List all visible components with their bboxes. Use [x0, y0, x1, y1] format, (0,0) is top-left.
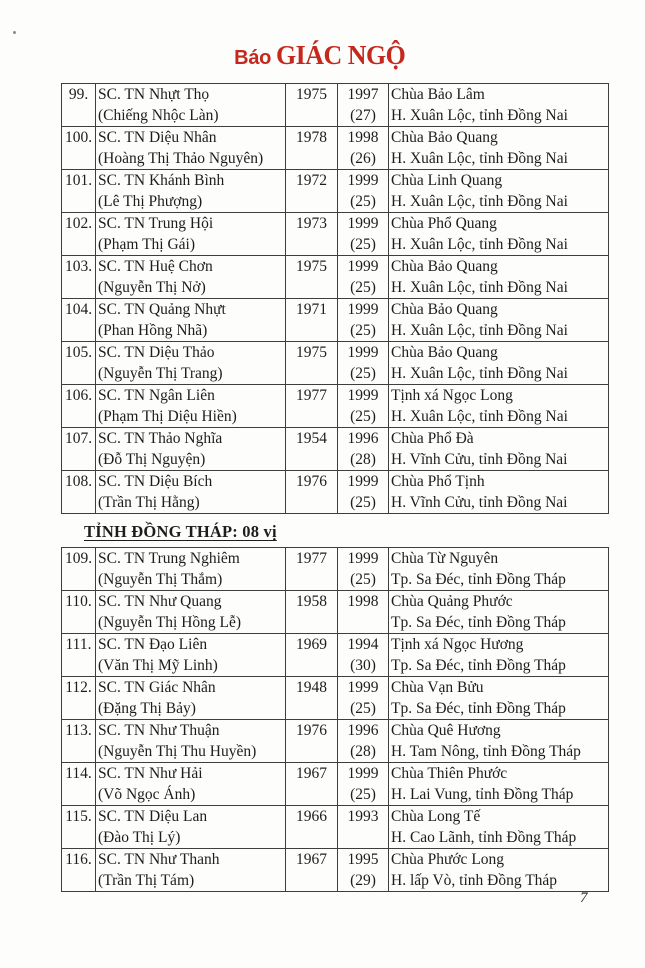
dong-nai-roster-body: [62, 84, 609, 514]
ordination-age: (25): [350, 699, 376, 717]
temple-name: Chùa Quê Hương: [391, 722, 501, 739]
ordination-year: 1999: [347, 258, 379, 275]
birth-name: (Nguyễn Thị Hồng Lễ): [98, 613, 242, 631]
temple-cell: [389, 720, 609, 763]
birth-name: (Nguyễn Thị Nở): [98, 278, 206, 296]
nun-name-cell: [96, 591, 286, 634]
ordination-year: 1999: [347, 387, 379, 404]
temple-location: H. Vĩnh Cửu, tỉnh Đồng Nai: [391, 450, 568, 468]
dharma-name: SC. TN Diệu Thảo: [98, 344, 215, 361]
ordination-year: 1999: [347, 172, 379, 189]
temple-cell: [389, 548, 609, 591]
temple-cell: [389, 806, 609, 849]
row-number: 104.: [62, 299, 96, 342]
birth-year: 1977: [286, 548, 338, 591]
dharma-name: SC. TN Huệ Chơn: [98, 258, 213, 275]
ordination-year: 1995: [347, 851, 379, 868]
birth-year: 1975: [286, 342, 338, 385]
table-row: [62, 170, 609, 213]
ordination-year: 1998: [347, 593, 379, 610]
birth-year: 1948: [286, 677, 338, 720]
masthead-prefix: Báo: [234, 47, 272, 69]
dharma-name: SC. TN Diệu Nhân: [98, 129, 217, 146]
birth-year: 1972: [286, 170, 338, 213]
ordination-year: 1999: [347, 215, 379, 232]
ordination-age: (25): [350, 321, 376, 339]
temple-name: Chùa Bảo Quang: [391, 344, 498, 361]
ordination-cell: [338, 299, 389, 342]
ordination-cell: [338, 385, 389, 428]
page-number: 7: [580, 890, 588, 906]
ordination-age: (28): [350, 742, 376, 760]
birth-year: 1967: [286, 763, 338, 806]
temple-cell: [389, 256, 609, 299]
temple-location: H. Xuân Lộc, tỉnh Đồng Nai: [391, 321, 568, 339]
ordination-cell: [338, 677, 389, 720]
temple-name: Chùa Phổ Tịnh: [391, 473, 485, 490]
row-number: 114.: [62, 763, 96, 806]
row-number: 116.: [62, 849, 96, 892]
temple-location: Tp. Sa Đéc, tỉnh Đồng Tháp: [391, 570, 566, 588]
ordination-age: (25): [350, 407, 376, 425]
birth-name: (Văn Thị Mỹ Linh): [98, 656, 218, 674]
birth-year: 1967: [286, 849, 338, 892]
row-number: 111.: [62, 634, 96, 677]
temple-location: H. Xuân Lộc, tỉnh Đồng Nai: [391, 364, 568, 382]
nun-name-cell: [96, 342, 286, 385]
row-number: 110.: [62, 591, 96, 634]
dong-nai-roster-table: [61, 83, 609, 514]
table-row: [62, 471, 609, 514]
birth-year: 1975: [286, 84, 338, 127]
ordination-age: (26): [350, 149, 376, 167]
ordination-year: 1999: [347, 473, 379, 490]
ordination-cell: [338, 806, 389, 849]
birth-year: 1969: [286, 634, 338, 677]
nun-name-cell: [96, 127, 286, 170]
dharma-name: SC. TN Đạo Liên: [98, 636, 208, 653]
birth-name: (Lê Thị Phượng): [98, 192, 203, 210]
ordination-cell: [338, 342, 389, 385]
dong-thap-section-heading: TỈNH ĐỒNG THÁP: 08 vị: [84, 522, 277, 541]
temple-name: Chùa Bảo Quang: [391, 258, 498, 275]
temple-name: Chùa Thiên Phước: [391, 765, 508, 782]
table-row: [62, 84, 609, 127]
birth-year: 1973: [286, 213, 338, 256]
temple-location: H. Lai Vung, tỉnh Đồng Tháp: [391, 785, 574, 803]
birth-name: (Phạm Thị Gái): [98, 235, 196, 253]
nun-name-cell: [96, 170, 286, 213]
row-number: 101.: [62, 170, 96, 213]
ordination-cell: [338, 548, 389, 591]
nun-name-cell: [96, 385, 286, 428]
ordination-cell: [338, 591, 389, 634]
ordination-cell: [338, 634, 389, 677]
ordination-cell: [338, 213, 389, 256]
temple-cell: [389, 634, 609, 677]
birth-name: (Hoàng Thị Thảo Nguyên): [98, 149, 264, 167]
dharma-name: SC. TN Quảng Nhựt: [98, 301, 226, 318]
ordination-age: (25): [350, 493, 376, 511]
temple-cell: [389, 342, 609, 385]
ordination-cell: [338, 170, 389, 213]
birth-year: 1977: [286, 385, 338, 428]
table-row: [62, 385, 609, 428]
row-number: 102.: [62, 213, 96, 256]
birth-name: (Chiếng Nhộc Làn): [98, 106, 219, 124]
ordination-age: (28): [350, 450, 376, 468]
newspaper-masthead: [0, 40, 645, 71]
dharma-name: SC. TN Như Quang: [98, 593, 222, 610]
dharma-name: SC. TN Trung Nghiêm: [98, 550, 240, 567]
temple-cell: [389, 471, 609, 514]
birth-year: 1958: [286, 591, 338, 634]
row-number: 108.: [62, 471, 96, 514]
row-number: 109.: [62, 548, 96, 591]
birth-year: 1976: [286, 720, 338, 763]
ordination-year: 1999: [347, 344, 379, 361]
nun-name-cell: [96, 471, 286, 514]
dharma-name: SC. TN Như Thanh: [98, 851, 220, 868]
temple-location: H. Tam Nông, tỉnh Đồng Tháp: [391, 742, 581, 760]
ordination-year: 1999: [347, 301, 379, 318]
temple-cell: [389, 385, 609, 428]
temple-name: Chùa Phổ Quang: [391, 215, 497, 232]
birth-name: (Phan Hồng Nhã): [98, 321, 208, 339]
temple-cell: [389, 763, 609, 806]
temple-location: H. Vĩnh Cửu, tỉnh Đồng Nai: [391, 493, 568, 511]
nun-name-cell: [96, 677, 286, 720]
ordination-age: (29): [350, 871, 376, 889]
temple-name: Chùa Phổ Đà: [391, 430, 474, 447]
ordination-cell: [338, 428, 389, 471]
table-row: [62, 806, 609, 849]
temple-cell: [389, 213, 609, 256]
birth-name: (Nguyễn Thị Thắm): [98, 570, 223, 588]
dharma-name: SC. TN Trung Hội: [98, 215, 214, 232]
nun-name-cell: [96, 256, 286, 299]
ordination-age: (25): [350, 192, 376, 210]
row-number: 112.: [62, 677, 96, 720]
birth-name: (Trần Thị Tám): [98, 871, 195, 889]
dharma-name: SC. TN Như Hải: [98, 765, 203, 782]
row-number: 103.: [62, 256, 96, 299]
temple-name: Chùa Bảo Quang: [391, 129, 498, 146]
row-number: 113.: [62, 720, 96, 763]
dharma-name: SC. TN Diệu Bích: [98, 473, 213, 490]
nun-name-cell: [96, 763, 286, 806]
temple-name: Tịnh xá Ngọc Hương: [391, 636, 524, 653]
ordination-year: 1997: [347, 86, 379, 103]
temple-name: Chùa Bảo Quang: [391, 301, 498, 318]
ordination-age: (25): [350, 278, 376, 296]
ordination-cell: [338, 471, 389, 514]
nun-name-cell: [96, 849, 286, 892]
table-row: [62, 634, 609, 677]
ordination-year: 1996: [347, 430, 379, 447]
ordination-year: 1994: [347, 636, 379, 653]
dharma-name: SC. TN Khánh Bình: [98, 172, 225, 189]
ordination-year: 1999: [347, 679, 379, 696]
ordination-year: 1999: [347, 765, 379, 782]
birth-year: 1975: [286, 256, 338, 299]
ordination-age: (25): [350, 235, 376, 253]
dharma-name: SC. TN Như Thuận: [98, 722, 220, 739]
temple-location: H. Xuân Lộc, tỉnh Đồng Nai: [391, 192, 568, 210]
temple-cell: [389, 677, 609, 720]
scan-speck: [13, 31, 16, 34]
dong-thap-roster-table: [61, 547, 609, 892]
temple-location: H. Cao Lãnh, tỉnh Đồng Tháp: [391, 828, 577, 846]
ordination-cell: [338, 763, 389, 806]
birth-year: 1971: [286, 299, 338, 342]
row-number: 105.: [62, 342, 96, 385]
temple-location: H. Xuân Lộc, tỉnh Đồng Nai: [391, 149, 568, 167]
row-number: 100.: [62, 127, 96, 170]
ordination-age: (30): [350, 656, 376, 674]
table-row: [62, 213, 609, 256]
table-row: [62, 299, 609, 342]
ordination-age: (25): [350, 570, 376, 588]
nun-name-cell: [96, 720, 286, 763]
ordination-cell: [338, 84, 389, 127]
birth-year: 1976: [286, 471, 338, 514]
nun-name-cell: [96, 806, 286, 849]
temple-name: Chùa Vạn Bửu: [391, 679, 484, 696]
nun-name-cell: [96, 84, 286, 127]
ordination-age: (25): [350, 785, 376, 803]
dong-thap-roster-body: [62, 548, 609, 892]
birth-name: (Đặng Thị Bảy): [98, 699, 196, 717]
ordination-cell: [338, 720, 389, 763]
table-row: [62, 342, 609, 385]
masthead-title: GIÁC NGỘ: [276, 40, 406, 70]
dharma-name: SC. TN Thảo Nghĩa: [98, 430, 223, 447]
birth-name: (Nguyễn Thị Trang): [98, 364, 223, 382]
ordination-cell: [338, 127, 389, 170]
temple-location: H. lấp Vò, tỉnh Đồng Tháp: [391, 871, 558, 889]
temple-location: Tp. Sa Đéc, tỉnh Đồng Tháp: [391, 656, 566, 674]
temple-location: H. Xuân Lộc, tỉnh Đồng Nai: [391, 235, 568, 253]
table-row: [62, 849, 609, 892]
birth-name: (Võ Ngọc Ánh): [98, 785, 196, 803]
temple-name: Chùa Linh Quang: [391, 172, 503, 189]
table-row: [62, 591, 609, 634]
birth-year: 1954: [286, 428, 338, 471]
ordination-age: (25): [350, 364, 376, 382]
temple-name: Chùa Long Tế: [391, 808, 481, 825]
temple-location: H. Xuân Lộc, tỉnh Đồng Nai: [391, 407, 568, 425]
ordination-year: 1993: [347, 808, 379, 825]
birth-year: 1978: [286, 127, 338, 170]
row-number: 106.: [62, 385, 96, 428]
table-row: [62, 677, 609, 720]
dharma-name: SC. TN Diệu Lan: [98, 808, 208, 825]
ordination-age: (27): [350, 106, 376, 124]
table-row: [62, 256, 609, 299]
birth-year: 1966: [286, 806, 338, 849]
dharma-name: SC. TN Nhựt Thọ: [98, 86, 210, 103]
temple-cell: [389, 591, 609, 634]
table-row: [62, 127, 609, 170]
temple-name: Chùa Bảo Lâm: [391, 86, 485, 103]
temple-cell: [389, 849, 609, 892]
birth-name: (Phạm Thị Diệu Hiền): [98, 407, 237, 425]
temple-name: Chùa Từ Nguyên: [391, 550, 499, 567]
row-number: 99.: [62, 84, 96, 127]
temple-cell: [389, 428, 609, 471]
nun-name-cell: [96, 428, 286, 471]
nun-name-cell: [96, 548, 286, 591]
temple-name: Chùa Quảng Phước: [391, 593, 513, 610]
table-row: [62, 720, 609, 763]
nun-name-cell: [96, 299, 286, 342]
row-number: 107.: [62, 428, 96, 471]
table-row: [62, 428, 609, 471]
ordination-cell: [338, 256, 389, 299]
ordination-year: 1999: [347, 550, 379, 567]
ordination-cell: [338, 849, 389, 892]
nun-name-cell: [96, 213, 286, 256]
temple-cell: [389, 84, 609, 127]
temple-location: H. Xuân Lộc, tỉnh Đồng Nai: [391, 106, 568, 124]
temple-cell: [389, 127, 609, 170]
ordination-year: 1996: [347, 722, 379, 739]
row-number: 115.: [62, 806, 96, 849]
temple-cell: [389, 170, 609, 213]
table-row: [62, 548, 609, 591]
birth-name: (Nguyễn Thị Thu Huyền): [98, 742, 257, 760]
table-row: [62, 763, 609, 806]
birth-name: (Đào Thị Lý): [98, 828, 181, 846]
nun-name-cell: [96, 634, 286, 677]
birth-name: (Trần Thị Hằng): [98, 493, 200, 511]
temple-location: Tp. Sa Đéc, tỉnh Đồng Tháp: [391, 699, 566, 717]
birth-name: (Đỗ Thị Nguyện): [98, 450, 206, 468]
temple-location: Tp. Sa Đéc, tỉnh Đồng Tháp: [391, 613, 566, 631]
temple-cell: [389, 299, 609, 342]
temple-name: Chùa Phước Long: [391, 851, 505, 868]
dharma-name: SC. TN Ngân Liên: [98, 387, 215, 404]
ordination-year: 1998: [347, 129, 379, 146]
temple-name: Tịnh xá Ngọc Long: [391, 387, 513, 404]
temple-location: H. Xuân Lộc, tỉnh Đồng Nai: [391, 278, 568, 296]
dharma-name: SC. TN Giác Nhân: [98, 679, 216, 696]
